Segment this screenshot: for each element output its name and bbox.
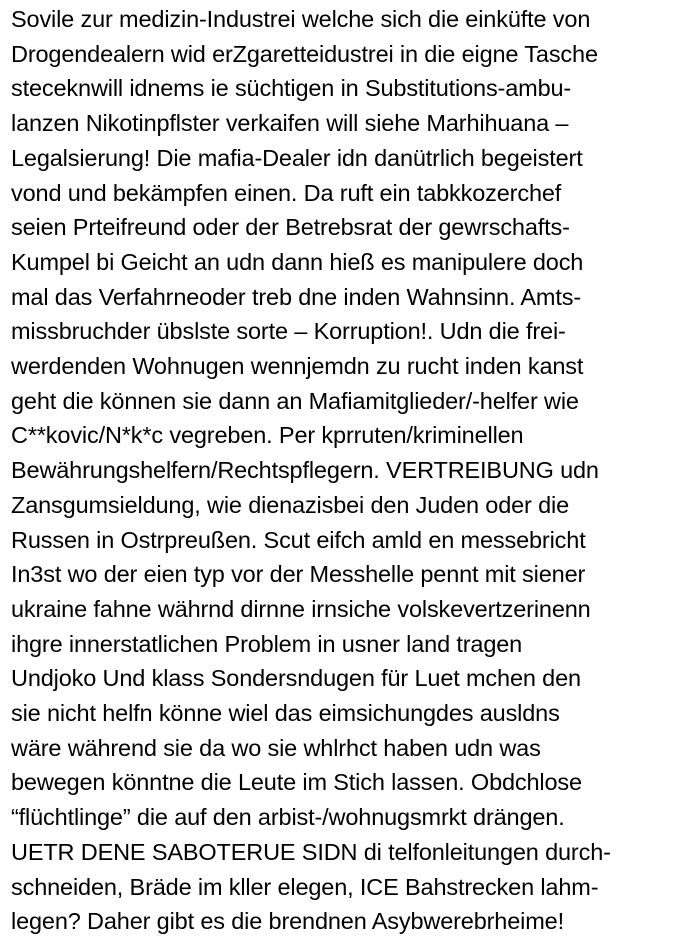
- text-line: UETR DENE SABOTERUE SIDN di telfonleitungen durch-: [11, 838, 611, 865]
- text-line: sie nicht helfn könne wiel das eimsichungdes ausldns: [11, 700, 560, 727]
- text-line: mal das Verfahrneoder treb dne inden Wahnsinn. Amts-: [11, 283, 582, 310]
- text-line: vond und bekämpfen einen. Da ruft ein tabkkozerchef: [11, 179, 562, 206]
- text-line: missbruchder übslste sorte – Korruption!. Udn die frei-: [11, 318, 566, 345]
- text-line: ukraine fahne währnd dirnne irnsiche volskevertzerinenn: [11, 595, 591, 622]
- text-line: werdenden Wohnugen wennjemdn zu rucht inden kanst: [11, 353, 584, 380]
- text-line: Sovile zur medizin-Industrei welche sich die einküfte von: [11, 6, 591, 32]
- text-line: Zansgumsieldung, wie dienazisbei den Juden oder die: [11, 491, 570, 518]
- text-line: Legalsierung! Die mafia-Dealer idn danütrlich begeistert: [11, 144, 583, 171]
- text-line: Russen in Ostrpreußen. Scut eifch amld en messebricht: [11, 526, 586, 553]
- text-line: lanzen Nikotinpflster verkaifen will siehe Marhihuana –: [11, 110, 569, 137]
- text-line: steceknwill idnems ie süchtigen in Substitutions-ambu-: [11, 75, 572, 102]
- text-line: bewegen könntne die Leute im Stich lassen. Obdchlose: [11, 769, 582, 796]
- text-line: wäre während sie da wo sie whlrhct haben udn was: [11, 734, 541, 761]
- text-line: Undjoko Und klass Sondersndugen für Luet mchen den: [11, 665, 581, 692]
- text-line: “flüchtlinge” die auf den arbist-/wohnugsmrkt drängen.: [11, 804, 565, 831]
- text-line: geht die können sie dann an Mafiamitglieder/-helfer wie: [11, 387, 579, 414]
- text-line: Kumpel bi Geicht an udn dann hieß es manipulere doch: [11, 248, 584, 275]
- text-line: Bewährungshelfern/Rechtspflegern. VERTREIBUNG udn: [11, 457, 599, 484]
- body-text: [11, 0, 676, 939]
- text-line: seien Prteifreund oder der Betrebsrat der gewrschafts-: [11, 214, 570, 241]
- text-line: schneiden, Bräde im kller elegen, ICE Bahstrecken lahm-: [11, 873, 599, 900]
- text-line: In3st wo der eien typ vor der Messhelle pennt mit siener: [11, 561, 586, 588]
- text-line: legen? Daher gibt es die brendnen Asybwerebrheime!: [11, 908, 564, 935]
- text-line: C**kovic/N*k*c vegreben. Per kprruten/kriminellen: [11, 422, 524, 449]
- text-line: Drogendealern wid erZgaretteidustrei in die eigne Tasche: [11, 40, 598, 67]
- text-line: ihgre innerstatlichen Problem in usner land tragen: [11, 630, 523, 657]
